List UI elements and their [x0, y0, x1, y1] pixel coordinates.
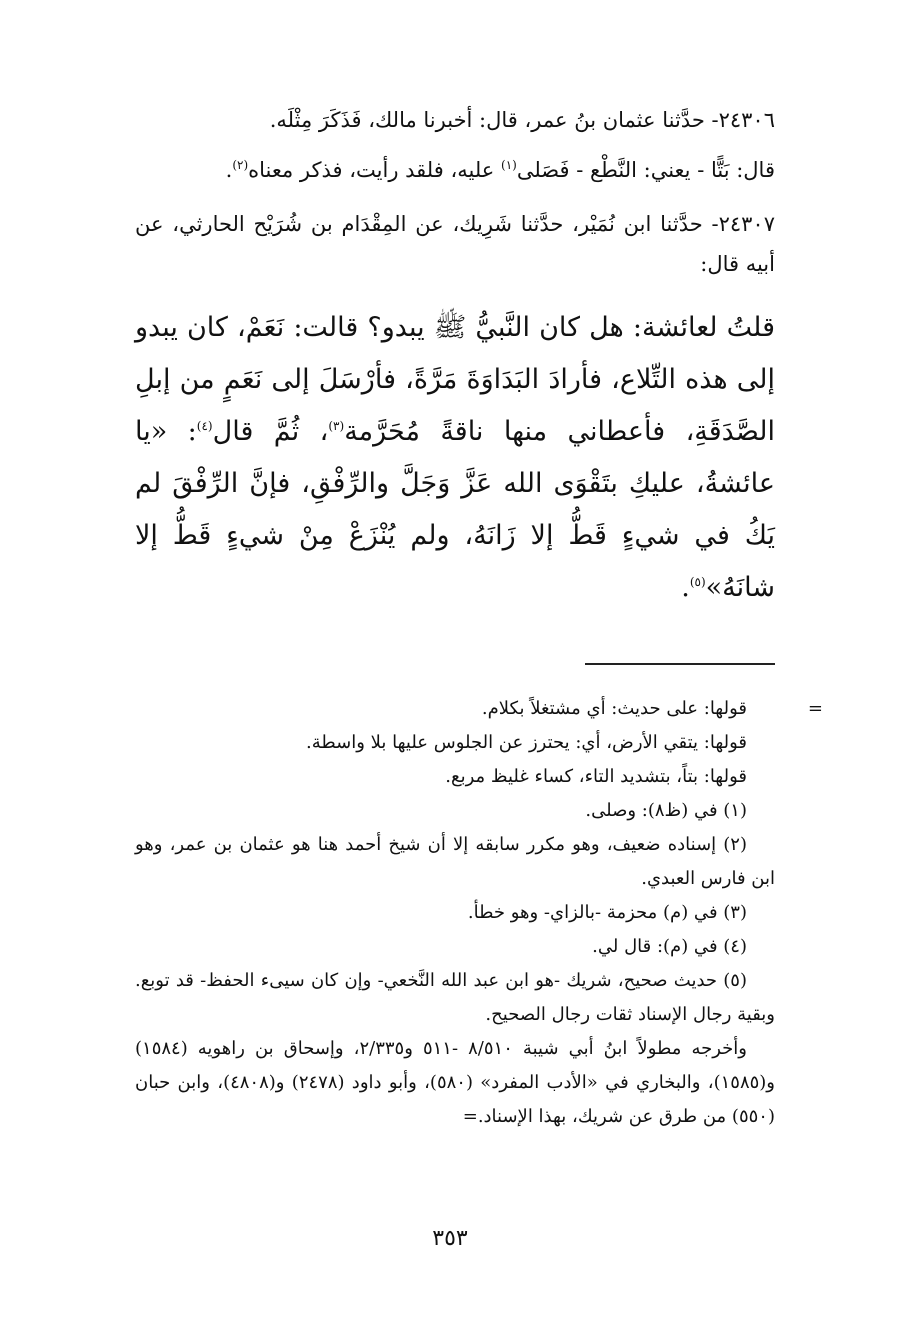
- hadith-24307-isnad: ٢٤٣٠٧- حدَّثنا ابن نُمَيْر، حدَّثنا شَرِيك، عن المِقْدَام بن شُرَيْح الحارثي، عن أبيه قال:: [135, 212, 775, 276]
- footnote-line: [135, 692, 823, 726]
- footnote-line: قولها: بتاً، بتشديد التاء، كساء غليظ مربع.: [445, 766, 747, 787]
- matn-text-2: ، ثُمَّ قال: [212, 416, 329, 447]
- footnote-5-continued: وأخرجه مطولاً ابنُ أبي شيبة ٨/٥١٠ -٥١١ و٢/٣٣٥، وإسحاق بن راهويه (١٥٨٤) و(١٥٨٥)، والبخاري في «الأدب المفرد» (٥٨٠)، وأبو داود (٢٤٧٨) و(٤٨٠٨)، وابن حبان (٥٥٠) من طرق عن شريك، بهذا الإسناد.=: [135, 1038, 775, 1127]
- hadith-24306: ٢٤٣٠٦- حدَّثنا عثمان بنُ عمر، قال: أخبرنا مالك، فَذَكَرَ مِثْلَه.: [269, 108, 775, 132]
- footnote-ref-1[interactable]: (١): [501, 158, 517, 172]
- footnote-2: (٢) إسناده ضعيف، وهو مكرر سابقه إلا أن شيخ أحمد هنا هو عثمان بن عمر، وهو ابن فارس العبدي.: [135, 834, 775, 889]
- commentary-text-end: .: [225, 158, 233, 182]
- footnote-3: (٣) في (م) محزمة -بالزاي- وهو خطأ.: [467, 902, 747, 923]
- footnotes: [135, 692, 823, 1134]
- matn-text-1: قلتُ لعائشة: هل كان النَّبيُّ ﷺ يبدو؟ قالت: نَعَمْ، كان يبدو إلى هذه التِّلاع، فأرادَ البَدَاوَةَ مَرَّةً، فأرْسَلَ إلى نَعَمٍ من إبلِ الصَّدَقَةِ، فأعطاني منها ناقةً مُحَرَّمة: [135, 312, 775, 447]
- commentary-text-start: قال: بَتًّا - يعني: النَّطْع - فَصَلى: [516, 158, 775, 182]
- footnote-text: قولها: على حديث: أي مشتغلاً بكلام.: [481, 698, 747, 719]
- matn-text-3: : «يا عائشةُ، عليكِ بتَقْوَى الله عَزَّ وَجَلَّ والرِّفْقِ، فإنَّ الرِّفْقَ لم يَكُ في شيءٍ قَطُّ إلا زَانَهُ، ولم يُنْزَعْ مِنْ شيءٍ قَطُّ إلا شانَهُ»: [135, 416, 775, 603]
- matn-text-4: .: [681, 572, 690, 603]
- continuation-mark: =: [807, 698, 823, 719]
- footnote-5: (٥) حديث صحيح، شريك -هو ابن عبد الله النَّخعي- وإن كان سيىء الحفظ- قد توبع. وبقية رجال الإسناد ثقات رجال الصحيح.: [135, 970, 775, 1025]
- footnote-ref-2[interactable]: (٢): [232, 158, 249, 172]
- footnote-ref-3[interactable]: (٣): [328, 419, 345, 433]
- footnote-separator: [585, 663, 775, 665]
- hadith-24307-matn: [135, 302, 775, 614]
- footnote-4: (٤) في (م): قال لي.: [592, 936, 747, 957]
- commentary-text-middle: عليه، فلقد رأيت، فذكر معناه: [248, 158, 501, 182]
- footnote-line: قولها: يتقي الأرض، أي: يحترز عن الجلوس عليها بلا واسطة.: [306, 732, 747, 753]
- footnote-ref-4[interactable]: (٤): [196, 419, 213, 433]
- footnote-ref-5[interactable]: (٥): [689, 575, 706, 589]
- hadith-24306-commentary: [135, 150, 775, 190]
- page-number: ٣٥٣: [432, 1226, 468, 1251]
- main-text: [135, 100, 775, 614]
- footnote-1: (١) في (ظ٨): وصلى.: [585, 800, 747, 821]
